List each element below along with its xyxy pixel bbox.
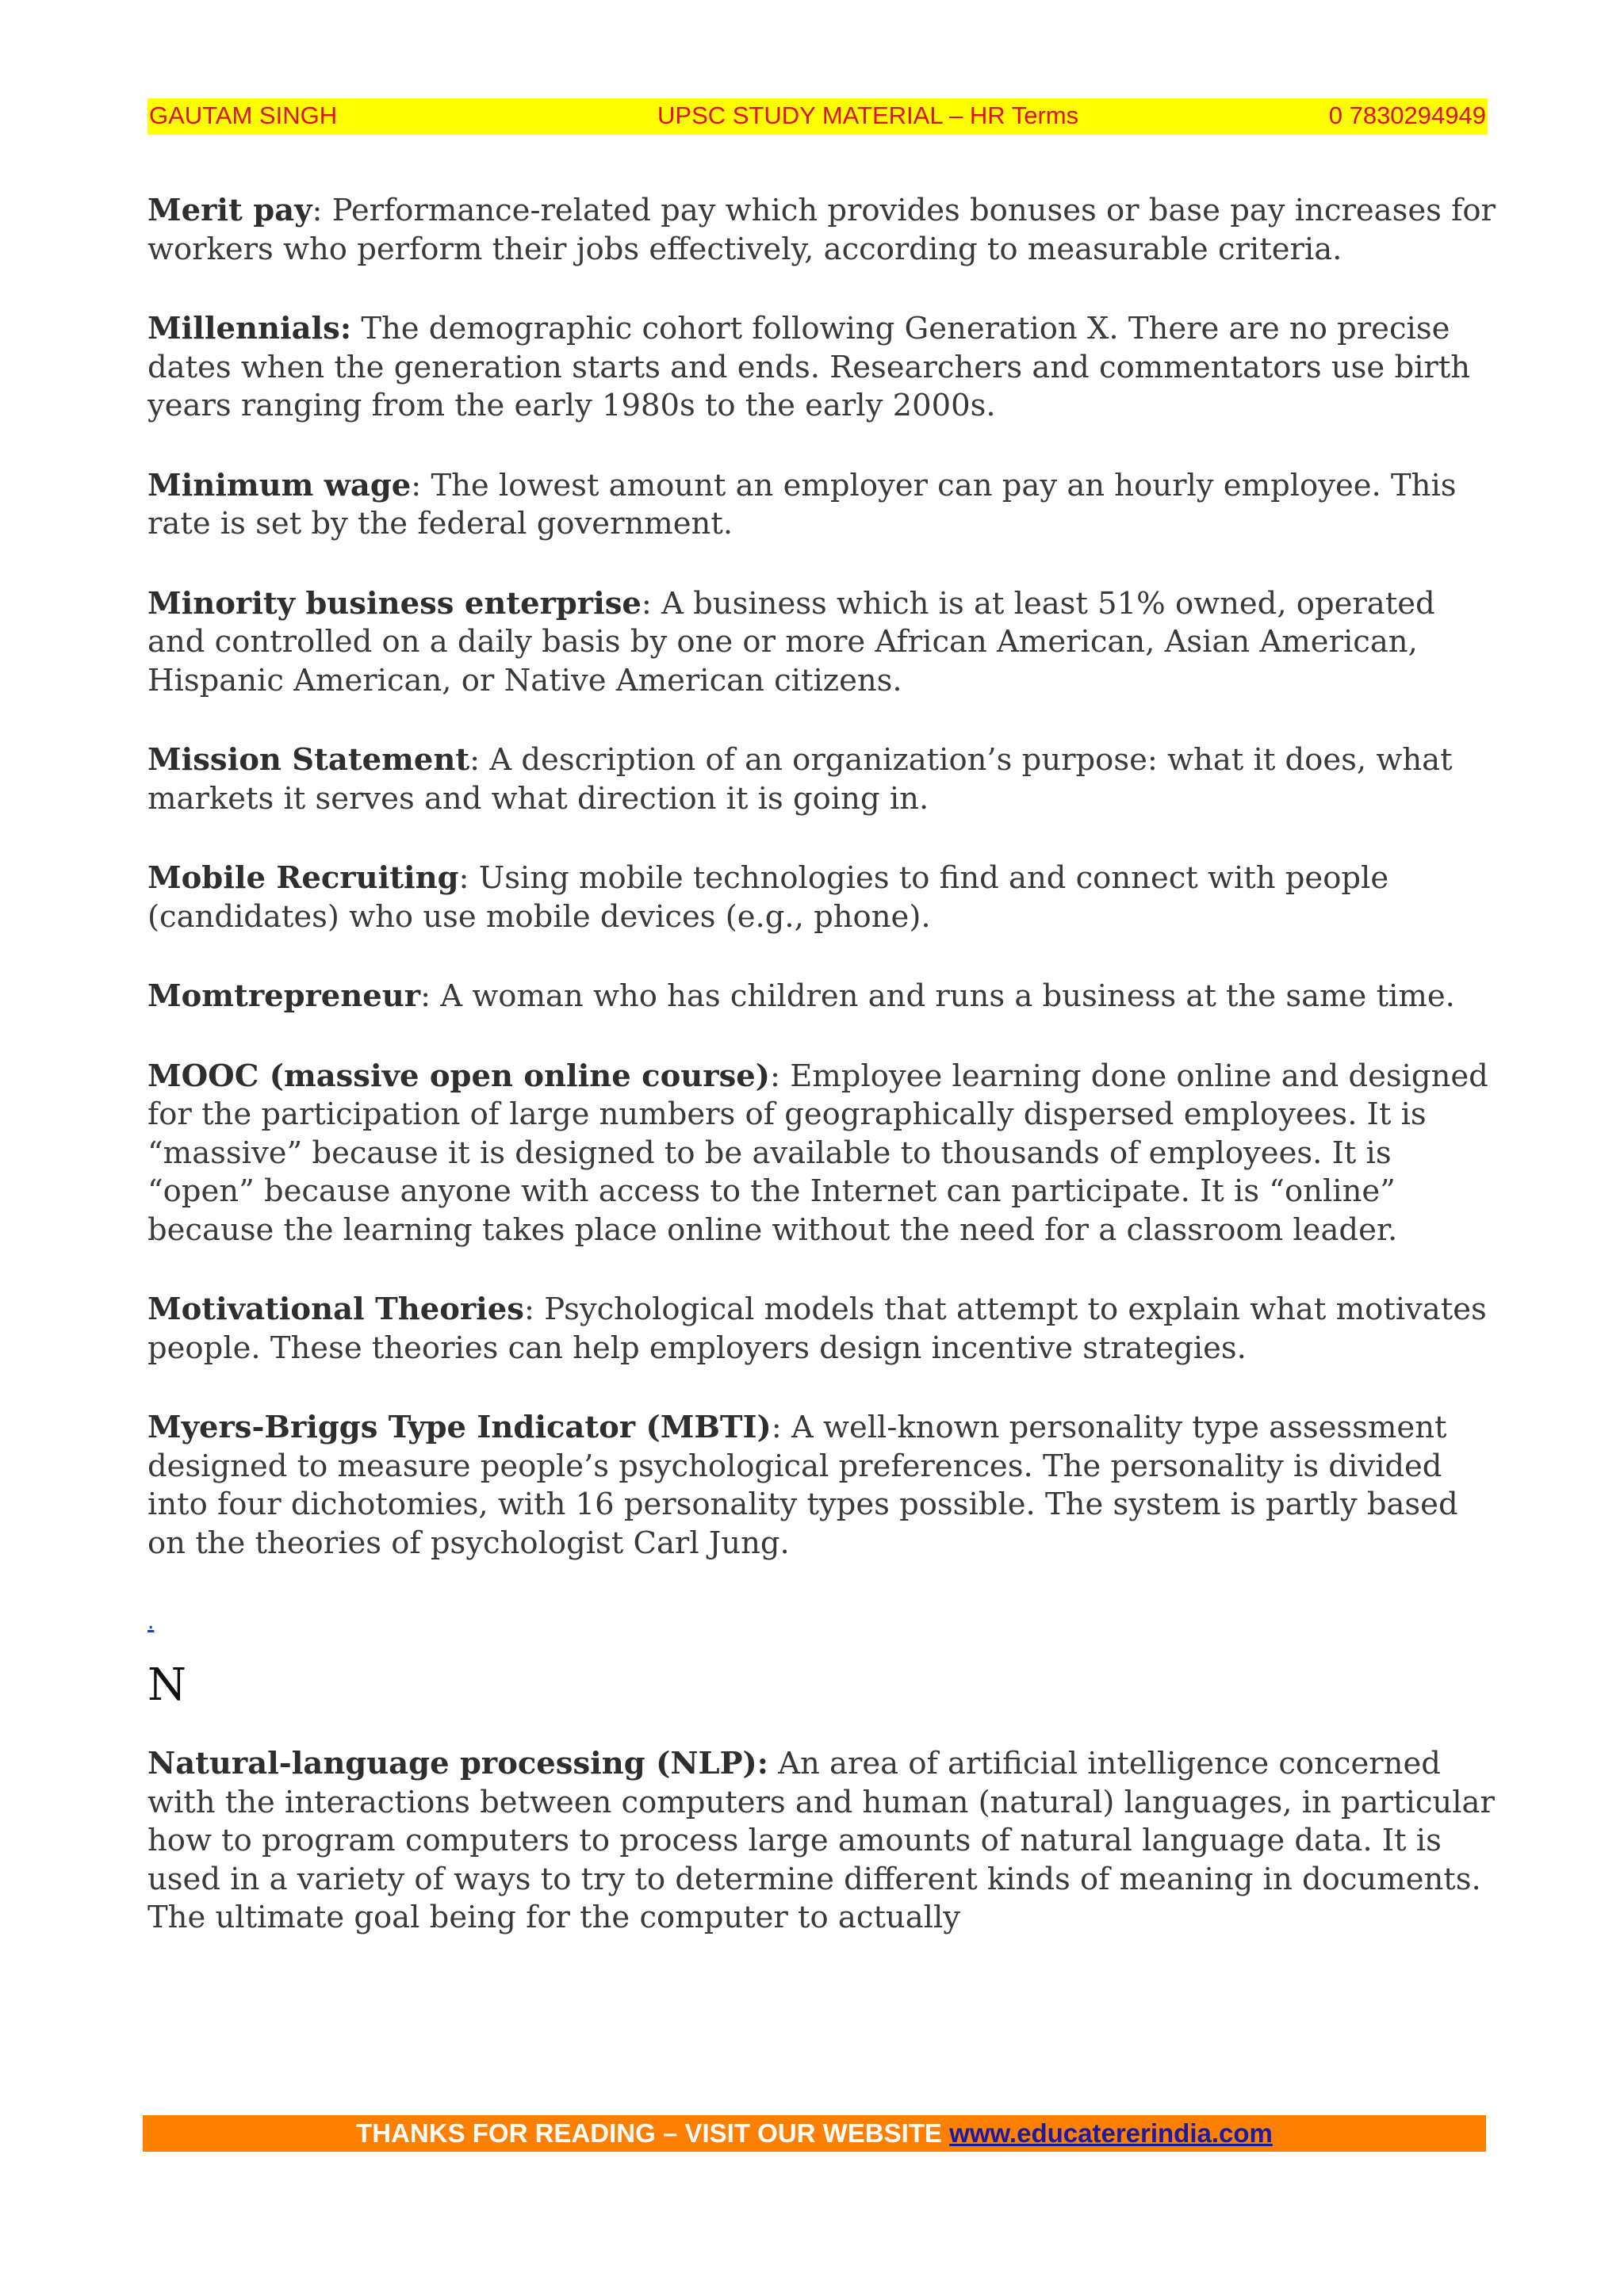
page-footer <box>143 2115 1486 2152</box>
entry-separator: : <box>312 193 332 228</box>
entry-definition: A woman who has children and runs a business at the same time. <box>440 978 1455 1014</box>
entry-separator: : <box>771 1410 791 1445</box>
entry-definition: A well-known personality type assessment designed to measure people’s psychological preferences. The personality is divided into four dichotomies, with 16 personality types possible. The system is partly based on the theories of psychologist Carl Jung. <box>147 1410 1458 1561</box>
entry-separator <box>351 311 361 346</box>
page-header <box>147 98 1488 135</box>
glossary-entry <box>147 192 1496 269</box>
footer-text: THANKS FOR READING – VISIT OUR WEBSITE <box>356 2118 950 2148</box>
entry-term: Millennials: <box>147 311 352 346</box>
entry-separator: : <box>769 1058 791 1094</box>
entry-term: Motivational Theories <box>147 1292 524 1327</box>
glossary-entry <box>147 1291 1496 1368</box>
entry-term: Mission Statement <box>147 742 470 778</box>
entry-definition: Employee learning done online and designed for the participation of large numbers of geographically dispersed employees. It is “massive” because it is designed to be available to thousands of employees. It is “open” because anyone with access to the Internet can participate. It is “online” because the learning takes place online without the need for a classroom leader. <box>147 1058 1488 1248</box>
entry-separator: : <box>420 978 441 1014</box>
header-title: UPSC STUDY MATERIAL – HR Terms <box>657 101 1079 129</box>
entry-definition: Using mobile technologies to find and connect with people (candidates) who use mobile devices (e.g., phone). <box>147 860 1389 935</box>
entry-definition: Performance-related pay which provides bonuses or base pay increases for workers who perform their jobs effectively, according to measurable criteria. <box>147 193 1496 267</box>
entry-separator: : <box>469 742 490 778</box>
entry-definition: A description of an organization’s purpose: what it does, what markets it serves and what direction it is going in. <box>147 742 1453 817</box>
glossary-entry <box>147 1058 1496 1250</box>
entry-term: Myers-Briggs Type Indicator (MBTI) <box>147 1410 772 1445</box>
glossary-entry <box>147 741 1496 818</box>
entry-definition: A business which is at least 51% owned, operated and controlled on a daily basis by one or more African American, Asian American, Hispanic American, or Native American citizens. <box>147 585 1435 698</box>
entry-separator: : <box>641 585 662 622</box>
glossary-entry <box>147 467 1496 544</box>
entry-definition: The lowest amount an employer can pay an hourly employee. This rate is set by the federal government. <box>147 467 1457 541</box>
glossary-entry <box>147 310 1496 426</box>
entry-separator: : <box>523 1292 545 1327</box>
glossary-entry <box>147 585 1496 701</box>
glossary-entry <box>147 978 1496 1016</box>
glossary-entry <box>147 1409 1496 1563</box>
entry-definition: The demographic cohort following Generation X. There are no precise dates when the generation starts and ends. Researchers and commentators use birth years ranging from the early 1980s to the early 2000s. <box>147 311 1471 423</box>
entry-definition: An area of artificial intelligence concerned with the interactions between computers and human (natural) languages, in particular how to program computers to process large amounts of natural language data. It is used in a variety of ways to try to determine different kinds of meaning in documents. The ultimate goal being for the computer to actually <box>147 1746 1495 1935</box>
glossary-content <box>147 192 1496 1979</box>
entry-term: Merit pay <box>147 193 312 228</box>
entry-term: Minimum wage <box>147 467 412 503</box>
glossary-entry <box>147 1745 1496 1938</box>
glossary-entry <box>147 859 1496 936</box>
entry-separator: : <box>458 860 479 896</box>
entry-separator <box>768 1746 778 1781</box>
entry-term: Natural-language processing (NLP): <box>147 1746 768 1781</box>
entry-separator: : <box>411 467 431 503</box>
entry-definition: Psychological models that attempt to explain what motivates people. These theories can help employers design incentive strategies. <box>147 1292 1487 1366</box>
entry-term: Minority business enterprise <box>147 585 642 622</box>
header-phone: 0 7830294949 <box>1328 101 1486 129</box>
entry-term: MOOC (massive open online course) <box>147 1058 770 1094</box>
header-author: GAUTAM SINGH <box>149 101 338 129</box>
anchor-link[interactable]: . <box>147 1608 155 1634</box>
website-link[interactable]: www.educatererindia.com <box>949 2118 1273 2148</box>
section-heading-letter: N <box>147 1659 186 1711</box>
entry-term: Mobile Recruiting <box>147 860 459 896</box>
entry-term: Momtrepreneur <box>147 978 421 1014</box>
